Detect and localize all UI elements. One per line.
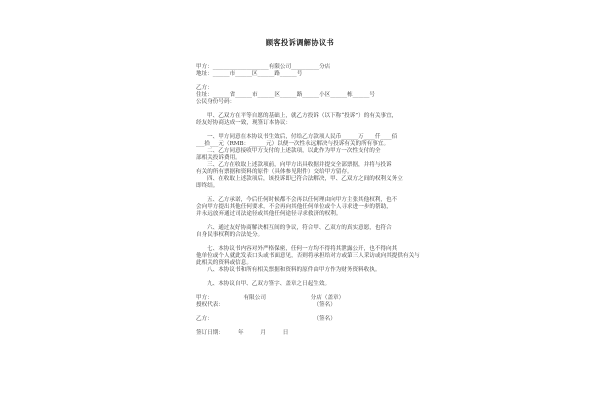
text-line: 二、乙方同意接收甲方支付的上述款项，以此作为甲方一次性支付的全 — [207, 148, 381, 154]
text-line: 一、甲方同意在本协议书生效后，付给乙方款项人民币______万____仟____佰 — [207, 134, 398, 140]
text-line: 会向甲方提出其他任何要求，不会再向其他任何单位或个人寻求进一步的帮助， — [196, 204, 392, 210]
text-line: 住址：______省______市______区______路______小区______栋______号 — [196, 92, 376, 98]
text-line: 八、本协议书和所有相关票据和资料的原件由甲方作为财务资料收执。 — [207, 267, 381, 273]
text-line: 地址：______市______区______路______号 — [196, 71, 303, 77]
text-line: 甲方：____________________有限公司__________分店 — [196, 64, 331, 70]
text-line: 并永远放弃通过司法途径或其他任何途径寻求救济的权利。 — [196, 211, 342, 217]
text-line: 公民身份号码： — [196, 99, 236, 105]
text-line: 自身民事权利的合法处分。 — [196, 232, 264, 238]
text-line: 签订日期： 年 月 日 — [196, 330, 289, 336]
text-line: 他单位或个人就此发表口头或书面意见，否则将承担给对方或第三人采访或向其提供有关与 — [196, 253, 420, 259]
text-line: 乙方： — [196, 85, 213, 91]
text-line: 甲方： 有限公司 分店（盖章） — [196, 295, 345, 301]
text-line: 九、本协议自甲、乙双方签字、盖章之日起生效。 — [207, 281, 331, 287]
text-line: 授权代表： （签名） — [196, 302, 336, 308]
text-line: 此相关的资料或信息。 — [196, 260, 252, 266]
text-line: 即终结。 — [196, 183, 219, 189]
text-line: 四、在收取上述款项后，该投诉即已符合法解决，甲、乙双方之间的权利义务立 — [207, 176, 403, 182]
text-line: 有关的所有票据和资料的原件（具体参见附件）交给甲方留存。 — [196, 169, 353, 175]
text-line: 三、乙方在收取上述款项前，向甲方出具收据并提交全部票据，并将与投诉 — [207, 162, 392, 168]
text-line: 六、通过友好协商解决相互间的争议，符合甲、乙双方的真实意愿，也符合 — [207, 225, 392, 231]
text-line: 部相关投诉费用。 — [196, 155, 241, 161]
text-line: 经友好协商达成一致，现签订本协议： — [196, 120, 292, 126]
text-line: 甲、乙双方在平等自愿的基础上，就乙方投诉（以下称“投诉”）的有关事宜， — [207, 113, 398, 119]
text-line: 乙方： （签名） — [196, 316, 336, 322]
document-title: 顾客投诉调解协议书 — [265, 38, 335, 47]
text-line: ___拾___元（RMB：______元）以便一次性永远解决与投诉有关的所有事宜。 — [196, 141, 390, 147]
text-line: 七、本协议书内容对外严格保密，任何一方均不得将其泄露公开，也不得向其 — [207, 246, 398, 252]
text-line: 五、乙方承诺，今后任何时候都不会再以任何理由向甲方主张其他权利，也不 — [207, 197, 398, 203]
